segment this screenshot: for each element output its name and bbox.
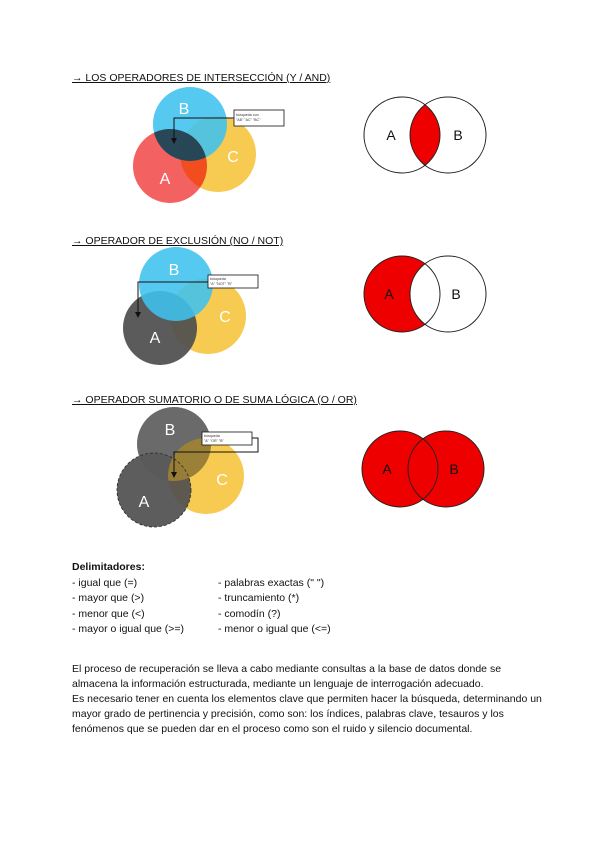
delimitadores-block: [72, 560, 364, 638]
venn-diagram-suma-ab: [356, 428, 488, 512]
venn-diagram-exclusion-abc: [118, 246, 278, 370]
venn-label-a: A: [138, 494, 150, 511]
venn-label-a: A: [384, 286, 394, 302]
venn-label-b: B: [178, 101, 190, 118]
venn-label-b: B: [164, 422, 176, 439]
delimitadores-right-column: [218, 576, 364, 638]
callout-line-2: "A" "NOT" "B": [210, 282, 233, 286]
delimitador-item: - menor o igual que (<=): [218, 623, 331, 635]
venn-label-a: A: [386, 127, 396, 143]
callout-line-1: búsqueda con: [236, 113, 259, 117]
delimitador-item: - palabras exactas (" "): [218, 576, 325, 589]
venn-diagram-interseccion-abc: [130, 86, 290, 210]
venn-label-b: B: [453, 127, 463, 143]
delimitador-item: - mayor que (>): [72, 592, 145, 604]
venn-diagram-interseccion-ab: [358, 94, 490, 178]
venn-label-a: A: [159, 171, 171, 188]
venn-label-b: B: [168, 262, 180, 279]
venn-label-a: A: [382, 461, 392, 477]
paragraph-sentence-1: El proceso de recuperación se lleva a cabo mediante consultas a la base de datos donde se almacena la información estructurada, mediante un lenguaje de interrogación adecuado.: [72, 663, 502, 690]
delimitador-item: - menor que (<): [72, 607, 145, 620]
venn-label-a: A: [149, 330, 161, 347]
callout-line-2: "AB" "AC" "BC": [236, 118, 261, 122]
body-paragraph: [72, 662, 542, 737]
delimitador-item: - comodín (?): [218, 607, 281, 620]
callout-line-1: búsqueda: [210, 277, 226, 281]
delimitadores-heading: Delimitadores:: [72, 561, 145, 573]
venn-label-b: B: [449, 461, 459, 477]
venn-diagram-suma-abc: [112, 408, 272, 532]
venn-label-b: B: [451, 286, 461, 302]
venn-circle-b: [139, 247, 213, 321]
section-title-suma-logica: → OPERADOR SUMATORIO O DE SUMA LÓGICA (O / OR): [72, 394, 357, 406]
delimitadores-left-column: [72, 576, 218, 638]
delimitador-item: - truncamiento (*): [218, 592, 300, 604]
venn-diagram-exclusion-ab: [358, 254, 490, 338]
callout-line-1: búsqueda: [204, 434, 220, 438]
callout-line-2: "A" "OR" "B": [204, 439, 224, 443]
delimitador-item: - igual que (=): [72, 576, 138, 589]
venn-label-c: C: [219, 309, 231, 326]
paragraph-sentence-2: Es necesario tener en cuenta los elementos clave que permiten hacer la búsqueda, determinando un mayor grado de pertinencia y precisión, como son: los índices, palabras clave, tesauros y los fenómenos que se pueden dar en el proceso como son el ruido y silencio documental.: [72, 693, 542, 735]
delimitador-item: - mayor o igual que (>=): [72, 623, 185, 635]
venn-label-c: C: [216, 472, 228, 489]
section-title-interseccion: → LOS OPERADORES DE INTERSECCIÓN (Y / AND): [72, 72, 331, 84]
section-title-exclusion: → OPERADOR DE EXCLUSIÓN (NO / NOT): [72, 235, 284, 247]
venn-label-c: C: [227, 149, 239, 166]
